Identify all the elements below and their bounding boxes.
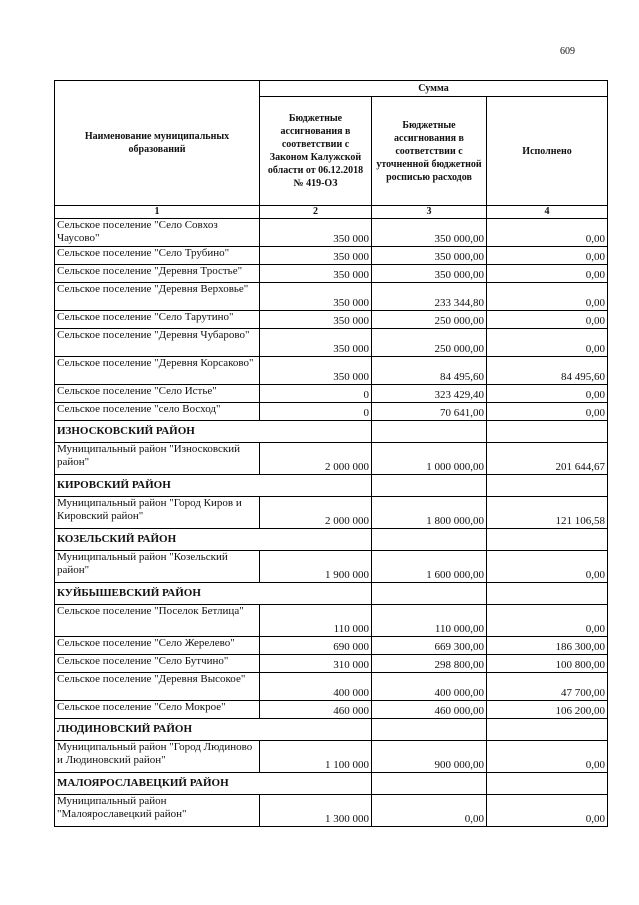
refined-allocation-value: 350 000,00 [372,247,487,265]
empty-cell [372,421,487,443]
column-number: 2 [260,206,372,219]
table-row [55,247,608,265]
law-allocation-value: 350 000 [260,311,372,329]
refined-allocation-value: 70 641,00 [372,403,487,421]
law-allocation-value: 350 000 [260,265,372,283]
column-number: 3 [372,206,487,219]
municipality-name: Сельское поселение "Село Жерелево" [55,637,260,655]
law-allocation-value: 0 [260,385,372,403]
empty-cell [487,773,608,795]
law-allocation-value: 110 000 [260,605,372,637]
section-row [55,773,608,795]
empty-cell [260,475,372,497]
table-row [55,795,608,827]
executed-value: 0,00 [487,265,608,283]
table-body [55,219,608,827]
empty-cell [487,583,608,605]
executed-value: 0,00 [487,247,608,265]
law-allocation-value: 1 100 000 [260,741,372,773]
column-number: 4 [487,206,608,219]
municipality-name: Сельское поселение "Деревня Чубарово" [55,329,260,357]
table-row [55,311,608,329]
law-allocation-value: 1 900 000 [260,551,372,583]
table-row [55,443,608,475]
refined-allocation-value: 110 000,00 [372,605,487,637]
district-heading: ЛЮДИНОВСКИЙ РАЙОН [55,719,260,741]
executed-value: 0,00 [487,329,608,357]
municipality-name: Муниципальный район "Малоярославецкий район" [55,795,260,827]
executed-value: 100 800,00 [487,655,608,673]
law-allocation-value: 310 000 [260,655,372,673]
empty-cell [372,773,487,795]
empty-cell [372,529,487,551]
district-heading: КУЙБЫШЕВСКИЙ РАЙОН [55,583,260,605]
municipality-name: Сельское поселение "Село Трубино" [55,247,260,265]
empty-cell [487,719,608,741]
empty-cell [372,475,487,497]
law-allocation-value: 350 000 [260,329,372,357]
table-row [55,329,608,357]
column-number: 1 [55,206,260,219]
law-allocation-value: 460 000 [260,701,372,719]
municipality-name: Сельское поселение "Село Бутчино" [55,655,260,673]
refined-allocation-value: 400 000,00 [372,673,487,701]
executed-value: 106 200,00 [487,701,608,719]
table-row [55,741,608,773]
municipality-name: Муниципальный район "Город Людиново и Людиновский район" [55,741,260,773]
executed-value: 121 106,58 [487,497,608,529]
empty-cell [260,583,372,605]
section-row [55,583,608,605]
empty-cell [260,421,372,443]
header-municipality-name: Наименование муниципальных образований [55,81,260,206]
table-row [55,265,608,283]
header-law-allocations: Бюджетные ассигнования в соответствии с Законом Калужской области от 06.12.2018 № 419-ОЗ [260,97,372,206]
municipality-name: Сельское поселение "Деревня Тростье" [55,265,260,283]
executed-value: 0,00 [487,219,608,247]
law-allocation-value: 1 300 000 [260,795,372,827]
municipality-name: Сельское поселение "Деревня Высокое" [55,673,260,701]
empty-cell [260,719,372,741]
table-row [55,219,608,247]
refined-allocation-value: 1 800 000,00 [372,497,487,529]
law-allocation-value: 350 000 [260,283,372,311]
municipality-name: Сельское поселение "Село Мокрое" [55,701,260,719]
executed-value: 84 495,60 [487,357,608,385]
refined-allocation-value: 669 300,00 [372,637,487,655]
refined-allocation-value: 460 000,00 [372,701,487,719]
empty-cell [372,719,487,741]
refined-allocation-value: 1 600 000,00 [372,551,487,583]
executed-value: 0,00 [487,311,608,329]
empty-cell [487,529,608,551]
executed-value: 186 300,00 [487,637,608,655]
refined-allocation-value: 900 000,00 [372,741,487,773]
law-allocation-value: 0 [260,403,372,421]
refined-allocation-value: 233 344,80 [372,283,487,311]
empty-cell [260,773,372,795]
municipality-name: Сельское поселение "Деревня Корсаково" [55,357,260,385]
refined-allocation-value: 1 000 000,00 [372,443,487,475]
municipality-name: Сельское поселение "Село Истье" [55,385,260,403]
refined-allocation-value: 0,00 [372,795,487,827]
table-row [55,283,608,311]
table-row [55,357,608,385]
empty-cell [487,421,608,443]
municipality-name: Сельское поселение "Село Совхоз Чаусово" [55,219,260,247]
law-allocation-value: 2 000 000 [260,497,372,529]
district-heading: КОЗЕЛЬСКИЙ РАЙОН [55,529,260,551]
law-allocation-value: 400 000 [260,673,372,701]
page-number: 609 [560,46,575,57]
law-allocation-value: 690 000 [260,637,372,655]
municipality-name: Сельское поселение "Деревня Верховье" [55,283,260,311]
municipality-name: Сельское поселение "село Восход" [55,403,260,421]
executed-value: 47 700,00 [487,673,608,701]
header-sum-group: Сумма [260,81,608,97]
refined-allocation-value: 323 429,40 [372,385,487,403]
header-refined-allocations: Бюджетные ассигнования в соответствии с уточненной бюджетной росписью расходов [372,97,487,206]
section-row [55,529,608,551]
section-row [55,475,608,497]
table-row [55,497,608,529]
municipality-name: Сельское поселение "Село Тарутино" [55,311,260,329]
refined-allocation-value: 350 000,00 [372,265,487,283]
refined-allocation-value: 84 495,60 [372,357,487,385]
executed-value: 0,00 [487,283,608,311]
table-row [55,385,608,403]
table-row [55,673,608,701]
refined-allocation-value: 298 800,00 [372,655,487,673]
budget-table [54,80,608,827]
law-allocation-value: 350 000 [260,219,372,247]
executed-value: 0,00 [487,741,608,773]
header-executed: Исполнено [487,97,608,206]
district-heading: КИРОВСКИЙ РАЙОН [55,475,260,497]
table-row [55,605,608,637]
empty-cell [372,583,487,605]
table-row [55,701,608,719]
district-heading: ИЗНОСКОВСКИЙ РАЙОН [55,421,260,443]
municipality-name: Муниципальный район "Износковский район" [55,443,260,475]
municipality-name: Муниципальный район "Козельский район" [55,551,260,583]
table-row [55,403,608,421]
law-allocation-value: 350 000 [260,247,372,265]
refined-allocation-value: 350 000,00 [372,219,487,247]
table-row [55,637,608,655]
section-row [55,719,608,741]
executed-value: 0,00 [487,385,608,403]
district-heading: МАЛОЯРОСЛАВЕЦКИЙ РАЙОН [55,773,260,795]
executed-value: 0,00 [487,403,608,421]
municipality-name: Сельское поселение "Поселок Бетлица" [55,605,260,637]
empty-cell [260,529,372,551]
executed-value: 0,00 [487,795,608,827]
executed-value: 0,00 [487,605,608,637]
executed-value: 0,00 [487,551,608,583]
table-row [55,551,608,583]
refined-allocation-value: 250 000,00 [372,311,487,329]
table-row [55,655,608,673]
refined-allocation-value: 250 000,00 [372,329,487,357]
executed-value: 201 644,67 [487,443,608,475]
section-row [55,421,608,443]
empty-cell [487,475,608,497]
law-allocation-value: 350 000 [260,357,372,385]
law-allocation-value: 2 000 000 [260,443,372,475]
municipality-name: Муниципальный район "Город Киров и Кировский район" [55,497,260,529]
